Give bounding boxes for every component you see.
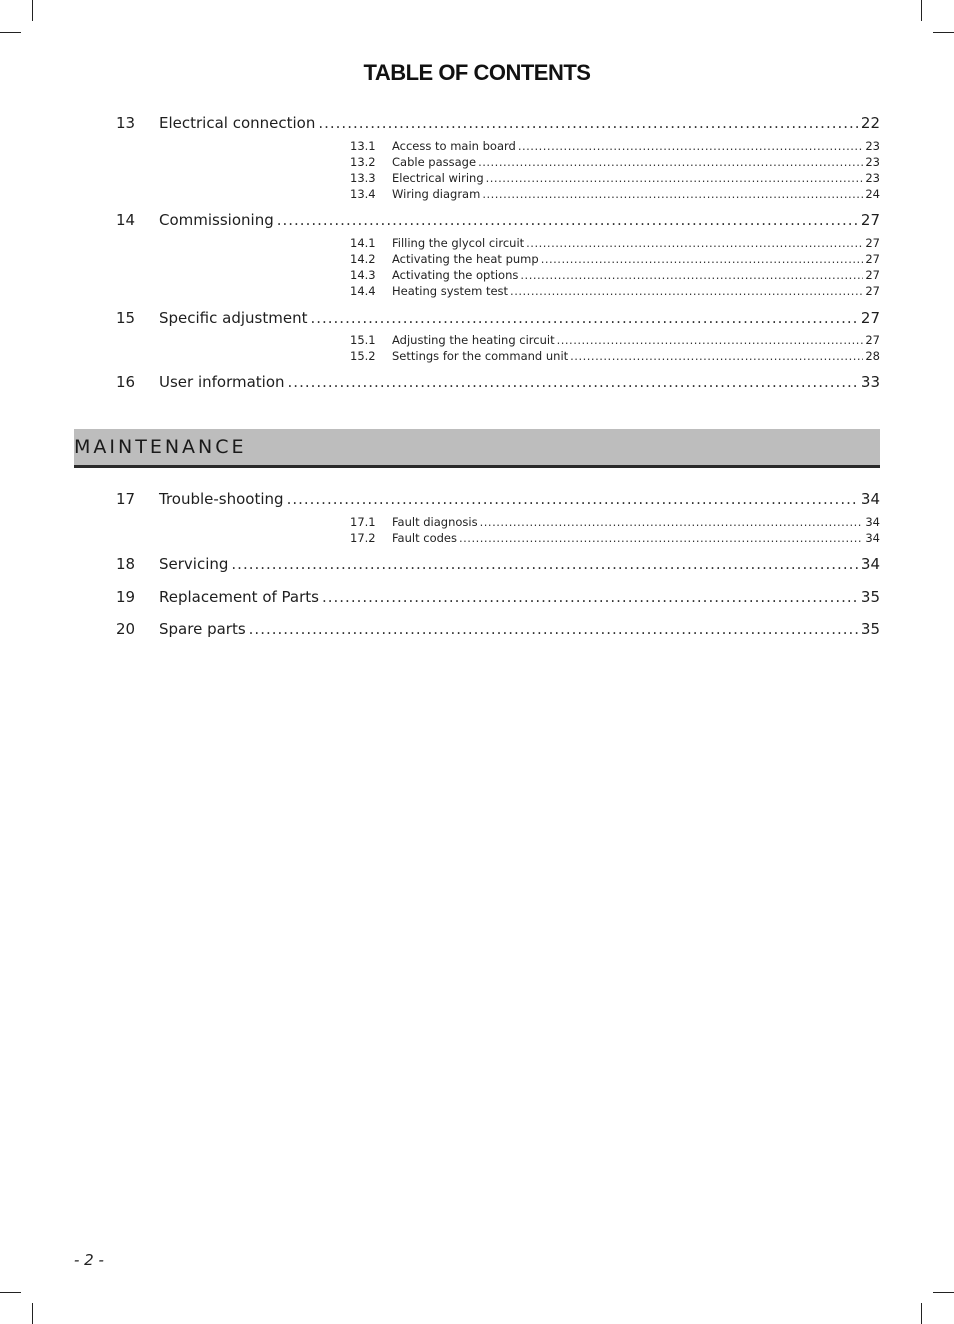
leader-dots (570, 349, 863, 363)
toc-subentry[interactable] (350, 139, 880, 155)
maintenance-section-header (74, 429, 880, 468)
toc-subentry-page: 27 (865, 284, 880, 298)
toc-subentry-label: Filling the glycol circuit (392, 236, 525, 250)
toc-entry-page: 27 (860, 211, 880, 229)
toc-subentry-label: Adjusting the heating circuit (392, 333, 555, 347)
toc-entry-number: 18 (116, 555, 136, 573)
leader-dots (277, 211, 858, 229)
toc-entry-label: Replacement of Parts (159, 588, 319, 606)
toc-entry-page: 35 (860, 620, 880, 638)
maintenance-heading: MAINTENANCE (74, 436, 247, 458)
toc-subentry-page: 27 (865, 268, 880, 282)
toc-subentry-label: Electrical wiring (392, 171, 484, 185)
crop-mark (32, 1303, 33, 1324)
leader-dots (322, 588, 858, 606)
toc-subentry[interactable] (350, 284, 880, 300)
toc-subentry-number: 13.2 (350, 155, 376, 169)
leader-dots (526, 236, 863, 250)
toc-subentry-label: Cable passage (392, 155, 477, 169)
crop-mark (32, 0, 33, 21)
toc-subentry-number: 15.1 (350, 333, 376, 347)
leader-dots (541, 252, 864, 266)
toc-subentry-label: Activating the heat pump (392, 252, 539, 266)
toc-entry-label: Specific adjustment (159, 309, 308, 327)
toc-entry[interactable] (116, 555, 880, 577)
toc-subentry-label: Activating the options (392, 268, 519, 282)
toc-entry-label: Commissioning (159, 211, 274, 229)
toc-subentry-page: 23 (865, 139, 880, 153)
crop-mark (921, 0, 922, 21)
toc-entry-number: 20 (116, 620, 136, 638)
toc-subentry-number: 14.1 (350, 236, 376, 250)
toc-subentry-number: 14.2 (350, 252, 376, 266)
crop-mark (921, 1303, 922, 1324)
toc-subentry-number: 15.2 (350, 349, 376, 363)
toc-entry-number: 17 (116, 490, 136, 508)
toc-subentry-number: 13.3 (350, 171, 376, 185)
toc-subentry[interactable] (350, 349, 880, 365)
toc-entry-label: User information (159, 373, 285, 391)
leader-dots (520, 268, 863, 282)
leader-dots (518, 139, 864, 153)
toc-subentry-number: 14.4 (350, 284, 376, 298)
toc-subentry-label: Fault codes (392, 531, 457, 545)
toc-subentry[interactable] (350, 187, 880, 203)
leader-dots (459, 531, 863, 545)
toc-subentry-page: 23 (865, 171, 880, 185)
toc-subentry[interactable] (350, 333, 880, 349)
toc-subentry-page: 23 (865, 155, 880, 169)
toc-subentry-number: 17.1 (350, 515, 376, 529)
toc-entry-number: 14 (116, 211, 136, 229)
toc-subentry-label: Access to main board (392, 139, 516, 153)
leader-dots (288, 373, 858, 391)
leader-dots (310, 309, 857, 327)
page-number: - 2 - (74, 1251, 104, 1269)
leader-dots (249, 620, 858, 638)
crop-mark (933, 1292, 954, 1293)
toc-subentry-page: 34 (865, 515, 880, 529)
leader-dots (287, 490, 858, 508)
toc-entry-page: 35 (860, 588, 880, 606)
toc-entry[interactable] (116, 114, 880, 136)
toc-subentry[interactable] (350, 236, 880, 252)
toc-subentry-label: Wiring diagram (392, 187, 481, 201)
toc-entry-page: 33 (860, 373, 880, 391)
toc-entry-label: Spare parts (159, 620, 246, 638)
crop-mark (0, 32, 21, 33)
toc-subentry-page: 24 (865, 187, 880, 201)
leader-dots (478, 155, 863, 169)
crop-mark (933, 32, 954, 33)
toc-entry-label: Electrical connection (159, 114, 316, 132)
toc-entry-page: 27 (860, 309, 880, 327)
toc-subentry-number: 13.4 (350, 187, 376, 201)
toc-entry-page: 22 (860, 114, 880, 132)
leader-dots (231, 555, 858, 573)
toc-subentry-number: 14.3 (350, 268, 376, 282)
toc-entry-number: 19 (116, 588, 136, 606)
toc-entry-number: 16 (116, 373, 136, 391)
toc-entry[interactable] (116, 309, 880, 331)
toc-subentry-page: 27 (865, 236, 880, 250)
toc-subentry-page: 34 (865, 531, 880, 545)
toc-entry[interactable] (116, 588, 880, 610)
toc-subentry-page: 27 (865, 333, 880, 347)
leader-dots (510, 284, 863, 298)
toc-entry[interactable] (116, 211, 880, 233)
toc-subentry[interactable] (350, 171, 880, 187)
toc-subentry-page: 28 (865, 349, 880, 363)
toc-subentry-number: 17.2 (350, 531, 376, 545)
toc-subentry[interactable] (350, 515, 880, 531)
toc-entry[interactable] (116, 373, 880, 395)
toc-entry-number: 15 (116, 309, 136, 327)
leader-dots (557, 333, 864, 347)
toc-entry-label: Servicing (159, 555, 229, 573)
toc-subentry-label: Heating system test (392, 284, 509, 298)
toc-subentry[interactable] (350, 268, 880, 284)
toc-entry-page: 34 (860, 490, 880, 508)
toc-entry[interactable] (116, 620, 880, 642)
toc-subentry[interactable] (350, 252, 880, 268)
toc-subentry-number: 13.1 (350, 139, 376, 153)
toc-subentry[interactable] (350, 155, 880, 171)
page-title: TABLE OF CONTENTS (363, 60, 591, 85)
toc-subentry[interactable] (350, 531, 880, 547)
toc-subentry-label: Settings for the command unit (392, 349, 569, 363)
leader-dots (486, 171, 864, 185)
leader-dots (482, 187, 863, 201)
toc-entry-label: Trouble-shooting (159, 490, 284, 508)
toc-entry-number: 13 (116, 114, 136, 132)
crop-mark (0, 1292, 21, 1293)
toc-entry-page: 34 (860, 555, 880, 573)
leader-dots (318, 114, 858, 132)
toc-subentry-label: Fault diagnosis (392, 515, 478, 529)
toc-entry[interactable] (116, 490, 880, 512)
toc-subentry-page: 27 (865, 252, 880, 266)
leader-dots (480, 515, 864, 529)
